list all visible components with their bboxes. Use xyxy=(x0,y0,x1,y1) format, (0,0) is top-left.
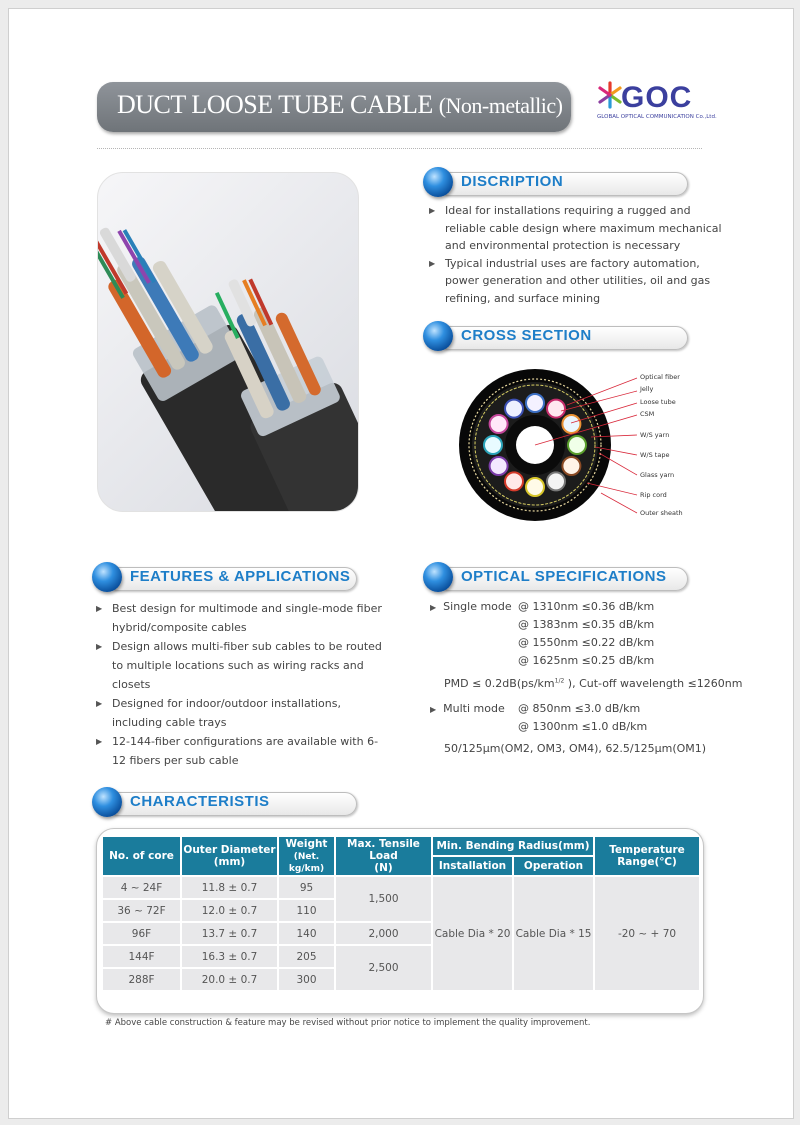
bullet-icon: ▶ xyxy=(430,705,437,714)
header-temperature-unit: Range(℃) xyxy=(617,856,677,868)
header-operation: Operation xyxy=(514,857,593,875)
logo-text: GOC xyxy=(621,81,693,114)
cell-weight: 95 xyxy=(279,877,334,898)
logo-star-icon xyxy=(597,80,623,110)
heading-bullet-icon xyxy=(92,562,122,592)
cross-section-diagram xyxy=(455,365,695,525)
label-loose-tube: Loose tube xyxy=(640,398,676,406)
logo-subtitle: GLOBAL OPTICAL COMMUNICATION Co.,Ltd. xyxy=(597,114,717,120)
feature-item: ▶ Best design for multimode and single-mode fiber hybrid/composite cables xyxy=(96,599,386,637)
features-list xyxy=(96,599,386,770)
header-outer-diameter xyxy=(182,837,277,875)
footnote: # Above cable construction & feature may be revised without prior notice to implement the quality improvement. xyxy=(105,1018,591,1028)
cell-diameter: 20.0 ± 0.7 xyxy=(182,969,277,990)
heading-bullet-icon xyxy=(423,562,453,592)
heading-bullet-icon xyxy=(423,321,453,351)
cable-photo-illustration xyxy=(98,173,358,511)
features-heading xyxy=(92,565,357,591)
description-item: ▶ Typical industrial uses are factory automation, power generation and other utilities, oil and gas refining, and surface mining xyxy=(429,255,734,308)
multi-mode-text: Multi mode xyxy=(443,702,505,715)
cable-photo xyxy=(97,172,359,512)
cell-diameter: 16.3 ± 0.7 xyxy=(182,946,277,967)
cell-cores: 144F xyxy=(103,946,180,967)
label-rip-cord: Rip cord xyxy=(640,491,667,499)
cell-tensile: 2,000 xyxy=(336,923,431,944)
feature-item: ▶ 12-144-fiber configurations are available with 6-12 fibers per sub cable xyxy=(96,732,386,770)
optical-heading xyxy=(423,565,688,591)
label-ws-yarn: W/S yarn xyxy=(640,431,670,439)
cell-cores: 36 ~ 72F xyxy=(103,900,180,921)
pmd-rest: ), Cut-off wavelength ≤1260nm xyxy=(564,677,743,690)
company-logo xyxy=(597,78,717,126)
cell-weight: 140 xyxy=(279,923,334,944)
header-outer-diameter-unit: (mm) xyxy=(213,856,246,868)
title-bar xyxy=(97,82,571,132)
title-suffix: (Non-metallic) xyxy=(438,93,563,118)
title-main: DUCT LOOSE TUBE CABLE xyxy=(117,90,433,119)
cell-cores: 96F xyxy=(103,923,180,944)
label-optical-fiber: Optical fiber xyxy=(640,373,680,381)
cell-installation: Cable Dia * 20 xyxy=(433,877,512,990)
label-jelly: Jelly xyxy=(640,385,654,393)
cell-diameter: 12.0 ± 0.7 xyxy=(182,900,277,921)
cross-section-heading xyxy=(423,324,688,350)
cell-weight: 110 xyxy=(279,900,334,921)
header-temperature xyxy=(595,837,699,875)
label-glass-yarn: Glass yarn xyxy=(640,471,675,479)
label-outer-sheath: Outer sheath xyxy=(640,509,683,517)
pmd-line xyxy=(444,677,742,690)
header-weight xyxy=(279,837,334,875)
characteristics-table-frame xyxy=(96,828,704,1014)
single-mode-line: @ 1550nm ≤0.22 dB/km xyxy=(518,636,655,649)
characteristics-table xyxy=(101,835,701,992)
multi-mode-label xyxy=(430,702,505,715)
label-csm: CSM xyxy=(640,410,655,418)
cell-diameter: 13.7 ± 0.7 xyxy=(182,923,277,944)
header-bending: Min. Bending Radius(mm) xyxy=(433,837,593,855)
description-heading xyxy=(423,170,688,196)
features-title: FEATURES & APPLICATIONS xyxy=(130,568,351,585)
description-list xyxy=(429,202,734,307)
header-tensile xyxy=(336,837,431,875)
page-title xyxy=(117,90,562,120)
cell-operation: Cable Dia * 15 xyxy=(514,877,593,990)
cell-cores: 4 ~ 24F xyxy=(103,877,180,898)
characteristics-title: CHARACTERISTIS xyxy=(130,793,270,810)
header-tensile-unit: (N) xyxy=(374,862,393,874)
header-tensile-label: Max. Tensile Load xyxy=(347,838,420,862)
single-mode-line: @ 1383nm ≤0.35 dB/km xyxy=(518,618,655,631)
pmd-sup: 1/2 xyxy=(554,677,565,685)
feature-item: ▶ Design allows multi-fiber sub cables to be routed to multiple locations such as wiring racks and closets xyxy=(96,637,386,694)
optical-title: OPTICAL SPECIFICATIONS xyxy=(461,568,667,585)
feature-item: ▶ Designed for indoor/outdoor installations, including cable trays xyxy=(96,694,386,732)
multi-mode-line: @ 1300nm ≤1.0 dB/km xyxy=(518,720,648,733)
description-title: DISCRIPTION xyxy=(461,173,564,190)
cross-section-title: CROSS SECTION xyxy=(461,327,592,344)
single-mode-line: @ 1625nm ≤0.25 dB/km xyxy=(518,654,655,667)
fiber-types: 50/125μm(OM2, OM3, OM4), 62.5/125μm(OM1) xyxy=(444,742,707,755)
cell-weight: 205 xyxy=(279,946,334,967)
cell-weight: 300 xyxy=(279,969,334,990)
single-mode-label xyxy=(430,600,512,613)
cell-tensile: 1,500 xyxy=(336,877,431,921)
header-cores: No. of core xyxy=(103,837,180,875)
cell-diameter: 11.8 ± 0.7 xyxy=(182,877,277,898)
label-ws-tape: W/S tape xyxy=(640,451,670,459)
header-outer-diameter-label: Outer Diameter xyxy=(183,844,276,856)
bullet-icon: ▶ xyxy=(430,603,437,612)
single-mode-text: Single mode xyxy=(443,600,512,613)
pmd-text: PMD ≤ 0.2dB(ps/km xyxy=(444,677,555,690)
heading-bullet-icon xyxy=(423,167,453,197)
cell-cores: 288F xyxy=(103,969,180,990)
divider xyxy=(97,148,702,149)
header-temperature-label: Temperature xyxy=(609,844,685,856)
single-mode-line: @ 1310nm ≤0.36 dB/km xyxy=(518,600,655,613)
characteristics-heading xyxy=(92,790,357,816)
header-installation: Installation xyxy=(433,857,512,875)
header-weight-unit: (Net. kg/km) xyxy=(288,852,325,874)
header-weight-label: Weight xyxy=(285,838,328,850)
multi-mode-line: @ 850nm ≤3.0 dB/km xyxy=(518,702,641,715)
cell-tensile: 2,500 xyxy=(336,946,431,990)
cell-temperature: -20 ~ + 70 xyxy=(595,877,699,990)
description-item: ▶ Ideal for installations requiring a rugged and reliable cable design where maximum mechanical and environmental protection is necessary xyxy=(429,202,734,255)
heading-bullet-icon xyxy=(92,787,122,817)
